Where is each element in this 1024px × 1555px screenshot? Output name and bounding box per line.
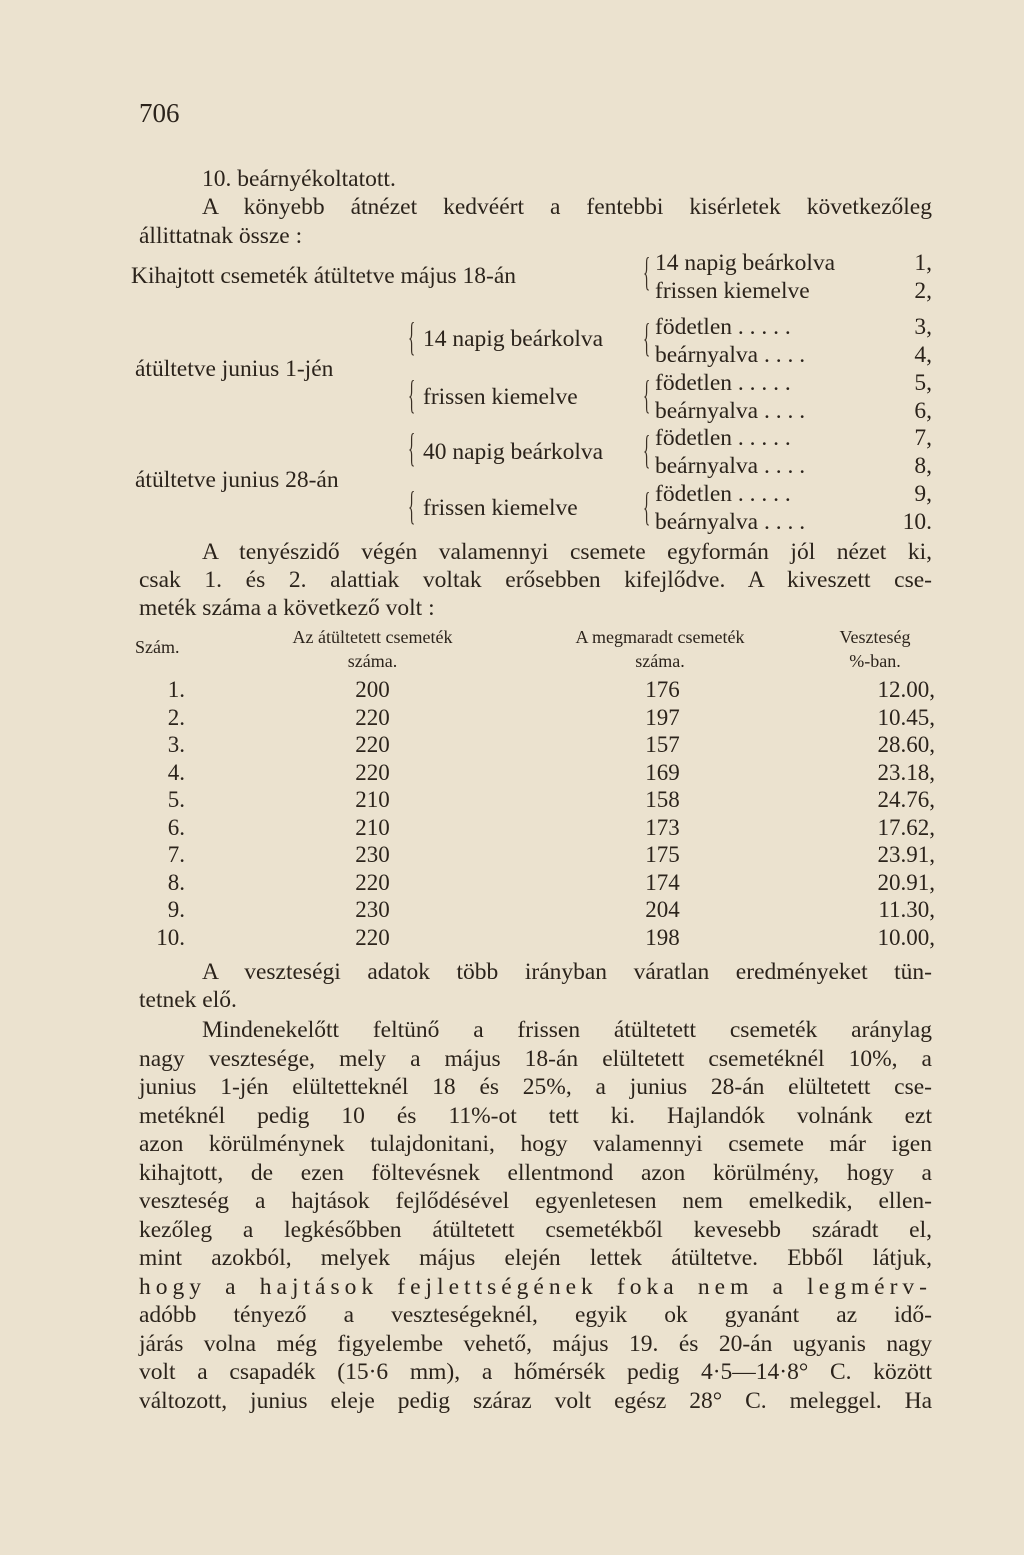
para2-line-1: A tenyészidő végén valamennyi csemete egyformán jól nézet ki, [202, 539, 932, 565]
page-number: 706 [139, 98, 180, 128]
scheme-item-7-num: 7, [914, 425, 932, 451]
brace-icon: { [643, 372, 651, 417]
scheme-item-2-num: 2, [914, 278, 932, 304]
cell-szam: 1. [167, 677, 185, 702]
cell-megmaradt: 204 [645, 897, 680, 922]
para3-line-1: A veszteségi adatok több irányban váratlan eredményeket tün- [202, 959, 932, 985]
scheme-group1-label: Kihajtott csemeték átültetve május 18-án [131, 263, 517, 289]
cell-megmaradt: 198 [645, 924, 680, 950]
brace-icon: { [408, 314, 416, 359]
scheme-group3-sub1: 40 napig beárkolva [423, 439, 604, 465]
cell-megmaradt: 157 [645, 732, 680, 757]
cell-szam: 9. [167, 897, 185, 922]
para2-line-2: csak 1. és 2. alattiak voltak erősebben kifejlődve. A kiveszett cse- [139, 567, 932, 593]
header-megmaradt-2: száma. [635, 651, 685, 671]
scheme-item-8-text: beárnyalva . . . . [655, 453, 806, 479]
cell-megmaradt: 175 [645, 842, 680, 867]
scheme-item-7-text: födetlen . . . . . [655, 425, 791, 451]
cell-veszteseg: 28.60, [877, 732, 935, 757]
cell-megmaradt: 169 [645, 759, 680, 785]
cell-veszteseg: 23.18, [877, 759, 935, 785]
scheme-item-4-num: 4, [914, 342, 932, 368]
scheme-item-3-num: 3, [914, 314, 932, 340]
cell-atultetett: 210 [355, 814, 390, 840]
header-veszteseg-2: %-ban. [849, 651, 901, 671]
cell-megmaradt: 173 [645, 814, 680, 840]
cell-atultetett: 230 [355, 897, 390, 922]
cell-atultetett: 220 [355, 732, 390, 757]
cell-szam: 7. [167, 842, 185, 867]
cell-veszteseg: 23.91, [877, 842, 935, 867]
para4-line-14: változott, junius eleje pedig száraz volt egész 28° C. meleggel. Ha [139, 1387, 932, 1414]
cell-atultetett: 230 [355, 842, 390, 867]
cell-szam: 3. [167, 732, 185, 757]
para4-line-1: Mindenekelőtt feltünő a frissen átültetett csemeték aránylag [202, 1017, 932, 1043]
cell-veszteseg: 17.62, [877, 814, 935, 840]
scheme-group3-sub2: frissen kiemelve [423, 495, 578, 521]
cell-szam: 2. [167, 704, 185, 730]
cell-szam: 10. [156, 924, 185, 950]
scheme-item-3-text: födetlen . . . . . [655, 314, 791, 340]
scheme-item-10-num: 10. [902, 509, 932, 535]
intro-line-1: A könyebb átnézet kedvéért a fentebbi kisérletek következőleg [202, 194, 932, 220]
cell-veszteseg: 10.45, [877, 704, 935, 730]
scheme-item-10-text: beárnyalva . . . . [655, 509, 806, 535]
cell-veszteseg: 24.76, [877, 787, 935, 812]
scheme-item-8-num: 8, [914, 453, 932, 479]
para4-line-2: nagy vesztesége, mely a május 18-án elültetett csemetéknél 10%, a [139, 1045, 932, 1072]
para4-line-5: azon körülménynek tulajdonitani, hogy valamennyi csemete már igen [139, 1131, 932, 1157]
cell-veszteseg: 20.91, [877, 869, 935, 895]
scheme-group2-sub1: 14 napig beárkolva [423, 326, 604, 352]
header-megmaradt-1: A megmaradt csemeték [575, 627, 745, 647]
cell-veszteseg: 10.00, [877, 924, 935, 950]
header-atultetett-2: száma. [347, 651, 398, 671]
header-veszteseg-1: Veszteség [839, 627, 911, 647]
scheme-item-9-num: 9, [914, 481, 932, 507]
brace-icon: { [643, 427, 651, 472]
para4-line-9: mint azokból, melyek május elején lettek átültetve. Ebből látjuk, [139, 1245, 932, 1271]
scheme-item-4-text: beárnyalva . . . . [655, 342, 806, 368]
cell-megmaradt: 174 [645, 869, 680, 895]
cell-megmaradt: 197 [645, 704, 680, 730]
intro-line-2: állittatnak össze : [139, 223, 303, 249]
cell-atultetett: 200 [355, 677, 390, 702]
para4-line-11: adóbb tényező a veszteségeknél, egyik ok gyanánt az idő- [139, 1302, 932, 1328]
header-atultetett-1: Az átültetett csemeték [292, 627, 453, 647]
scheme-item-9-text: födetlen . . . . . [655, 481, 791, 507]
cell-atultetett: 220 [355, 759, 390, 785]
scheme-group3-label: átültetve junius 28-án [135, 467, 339, 493]
para4-line-4: metéknél pedig 10 és 11%-ot tett ki. Hajlandók volnánk ezt [139, 1102, 932, 1129]
para4-line-13: volt a csapadék (15·6 mm), a hőmérsék pedig 4·5—14·8° C. között [139, 1359, 932, 1385]
cell-atultetett: 220 [355, 924, 390, 950]
cell-atultetett: 220 [355, 869, 390, 895]
cell-veszteseg: 12.00, [877, 677, 935, 702]
scheme-item-6-num: 6, [914, 398, 932, 424]
cell-szam: 4. [167, 759, 185, 785]
scheme-item-6-text: beárnyalva . . . . [655, 398, 806, 424]
brace-icon: { [408, 425, 416, 470]
brace-icon: { [643, 484, 651, 529]
para4-line-12: járás volna még figyelembe vehető, május 19. és 20-án ugyanis nagy [139, 1330, 932, 1357]
brace-icon: { [408, 372, 416, 417]
scheme-group2-sub2: frissen kiemelve [423, 384, 578, 410]
cell-szam: 6. [167, 814, 185, 840]
para2-line-3: meték száma a következő volt : [139, 595, 435, 621]
cell-veszteseg: 11.30, [878, 897, 935, 922]
para4-line-10: hogy a hajtások fejlettségének foka nem a legmérv- [139, 1273, 932, 1300]
scheme-item-1-text: 14 napig beárkolva [655, 250, 836, 276]
para4-line-8: kezőleg a legkésőbben átültetett csemetékből kevesebb száradt el, [139, 1216, 932, 1243]
para4-line-7: veszteség a hajtások fejlődésével egyenletesen nem emelkedik, ellen- [139, 1188, 932, 1214]
scheme-group2-label: átültetve junius 1-jén [135, 356, 334, 382]
cell-megmaradt: 176 [645, 677, 680, 702]
scheme-item-5-num: 5, [914, 370, 932, 396]
scheme-item-1-num: 1, [914, 250, 932, 276]
brace-icon: { [643, 315, 651, 360]
cell-atultetett: 210 [355, 787, 390, 812]
scheme-item-5-text: födetlen . . . . . [655, 370, 791, 396]
cell-szam: 8. [167, 869, 185, 895]
scheme-item-2-text: frissen kiemelve [655, 278, 810, 304]
cell-atultetett: 220 [355, 704, 390, 730]
cell-szam: 5. [167, 787, 185, 812]
header-szam: Szám. [135, 637, 180, 657]
para4-line-3: junius 1-jén elültetteknél 18 és 25%, a junius 28-án elültetett cse- [139, 1074, 932, 1100]
item-10-line: 10. beárnyékoltatott. [202, 166, 396, 192]
cell-megmaradt: 158 [645, 787, 680, 812]
brace-icon: { [408, 483, 416, 528]
brace-icon: { [643, 249, 651, 294]
para3-line-2: tetnek elő. [139, 987, 237, 1013]
para4-line-6: kihajtott, de ezen föltevésnek ellentmond azon körülmény, hogy a [139, 1159, 932, 1186]
